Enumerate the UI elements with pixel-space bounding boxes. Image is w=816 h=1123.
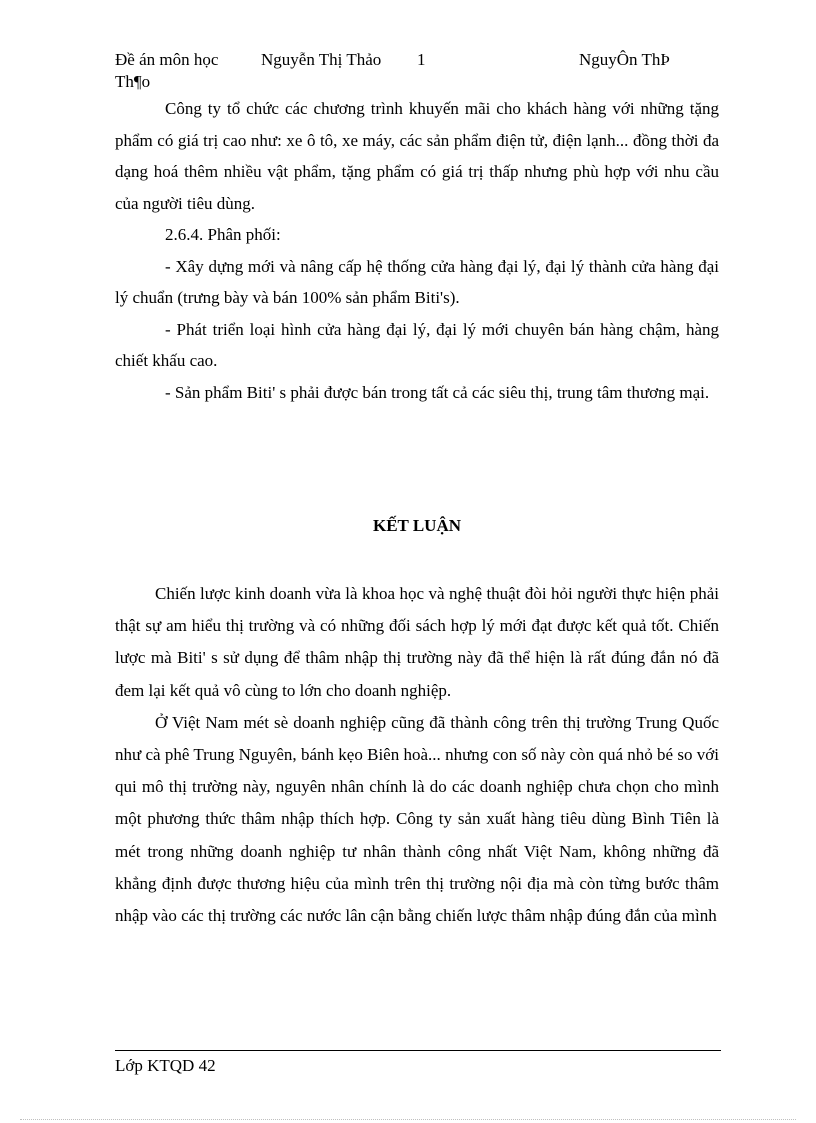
- distribution-heading: 2.6.4. Phân phối:: [165, 225, 281, 244]
- header-author: Nguyễn Thị Thảo: [261, 50, 382, 69]
- section-distribution: [115, 93, 719, 408]
- conclusion-heading: KẾT LUẬN: [372, 516, 461, 535]
- distribution-item: - Xây dựng mới và nâng cấp hệ thống cửa hàng đại lý, đại lý thành cửa hàng đại lý chuẩn (trưng bày và bán 100% sản phẩm Biti's).: [115, 256, 719, 307]
- promotion-paragraph: Công ty tổ chức các chương trình khuyến mãi cho khách hàng với những tặng phẩm có giá trị cao như: xe ô tô, xe máy, các sản phẩm điện tử, điện lạnh... đồng thời đa dạng hoá thêm nhiều vật phẩm, tặng phẩm có giá trị thấp nhưng phù hợp với nhu cầu của người tiêu dùng.: [115, 99, 719, 213]
- footer-divider: [115, 1050, 721, 1051]
- page-header: [115, 49, 720, 71]
- conclusion-body: [115, 578, 719, 932]
- footer-class-label: Lớp KTQD 42: [115, 1056, 216, 1075]
- header-garbled-author: NguyÔn ThÞ: [579, 50, 670, 69]
- distribution-item: - Phát triển loại hình cửa hàng đại lý, đại lý mới chuyên bán hàng chậm, hàng chiết khấu cao.: [115, 319, 719, 370]
- header-garbled-continuation: Th¶o: [115, 72, 151, 91]
- conclusion-paragraph: Ở Việt Nam mét sè doanh nghiệp cũng đã thành công trên thị trường Trung Quốc như cà phê Trung Nguyên, bánh kẹo Biên hoà... nhưng con số này còn quá nhỏ bé so với qui mô thị trường này, nguyên nhân chính là do các doanh nghiệp chưa chọn cho mình một phương thức thâm nhập thích hợp. Công ty sản xuất hàng tiêu dùng Bình Tiên là mét trong những doanh nghiệp tư nhân thành công nhất Việt Nam, không những đã khẳng định được thương hiệu của mình trên thị trường nội địa mà còn từng bước thâm nhập vào các thị trường các nước lân cận bằng chiến lược thâm nhập đúng đắn của mình: [115, 712, 719, 926]
- header-page-number: 1: [417, 50, 426, 69]
- conclusion-paragraph: Chiến lược kinh doanh vừa là khoa học và nghệ thuật đòi hỏi người thực hiện phải thật sự am hiểu thị trường và có những đối sách hợp lý mới đạt được kết quả tốt. Chiến lược mà Biti' s sử dụng để thâm nhập thị trường này đã thể hiện là rất đúng đắn nó đã đem lại kết quả vô cùng to lớn cho doanh nghiệp.: [115, 584, 719, 700]
- header-course-title: Đề án môn học: [115, 50, 219, 69]
- page-bottom-border: [20, 1119, 796, 1120]
- distribution-item: - Sản phẩm Biti' s phải được bán trong tất cả các siêu thị, trung tâm thương mại.: [165, 382, 710, 402]
